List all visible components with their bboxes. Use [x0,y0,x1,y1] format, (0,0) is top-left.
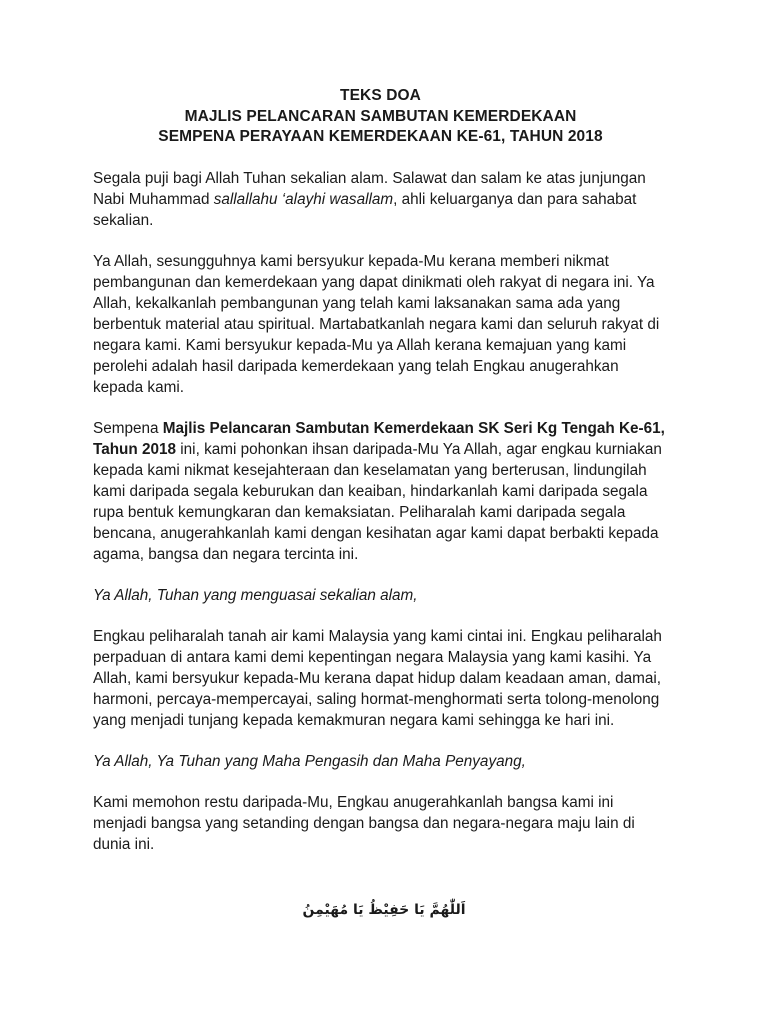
paragraph-occasion-text-b: ini, kami pohonkan ihsan daripada-Mu Ya Allah, agar engkau kurniakan kepada kami nikmat kesejahteraan dan keselamatan yang berterusan, lindungilah kami daripada segala keburukan dan keaiban, hindarkanlah kami daripada segala rupa bentuk kemungkaran dan kemaksiatan. Peliharalah kami daripada segala bencana, anugerahkanlah kami dengan kesihatan agar kami dapat berbakti kepada agama, bangsa dan negara tercinta ini. [93,440,662,563]
invocation-1: Ya Allah, Tuhan yang menguasai sekalian alam, [93,586,418,604]
document-title [93,86,668,148]
title-line-1: TEKS DOA [340,87,421,104]
paragraph-opening-salawat: sallallahu ‘alayhi wasallam [213,190,394,208]
paragraph-occasion-event-name: Majlis Pelancaran Sambutan Kemerdekaan SK Seri Kg Tengah Ke-61, Tahun 2018 [93,419,665,458]
document-body [93,168,668,855]
paragraph-opening-text-a: Segala puji bagi Allah Tuhan sekalian alam. Salawat dan salam ke atas junjungan Nabi Muhammad [93,169,646,208]
paragraph-occasion [93,418,668,565]
title-line-2: MAJLIS PELANCARAN SAMBUTAN KEMERDEKAAN [184,107,577,125]
paragraph-malaysia: Engkau peliharalah tanah air kami Malaysia yang kami cintai ini. Engkau peliharalah perpaduan di antara kami demi kepentingan negara Malaysia yang kami kasihi. Ya Allah, kami bersyukur kepada-Mu kerana dapat hidup dalam keadaan aman, damai, harmoni, percaya-mempercayai, saling hormat-menghormati serta tolong-menolong yang menjadi tunjang kepada kemakmuran negara kami sehingga ke hari ini. [93,627,662,729]
paragraph-opening [93,168,668,231]
arabic-verse: اَللّٰهُمَّ يَا حَفِيْظُ يَا مُهَيْمِنُ [302,902,466,918]
title-line-3: SEMPENA PERAYAAN KEMERDEKAAN KE-61, TAHUN 2018 [158,128,603,145]
paragraph-gratitude: Ya Allah, sesungguhnya kami bersyukur kepada-Mu kerana memberi nikmat pembangunan dan kemerdekaan yang dapat dinikmati oleh rakyat di negara ini. Ya Allah, kekalkanlah pembangunan yang telah kami laksanakan sama ada yang berbentuk material atau spiritual. Martabatkanlah negara kami dan seluruh rakyat di negara kami. Kami bersyukur kepada-Mu ya Allah kerana kemajuan yang kami perolehi adalah hasil daripada kemerdekaan yang telah Engkau anugerahkan kepada kami. [93,252,660,396]
paragraph-opening-text-b: , ahli keluarganya dan para sahabat sekalian. [93,190,637,229]
paragraph-request: Kami memohon restu daripada-Mu, Engkau anugerahkanlah bangsa kami ini menjadi bangsa yang setanding dengan bangsa dan negara-negara maju lain di dunia ini. [93,793,635,853]
invocation-2: Ya Allah, Ya Tuhan yang Maha Pengasih dan Maha Penyayang, [93,752,526,770]
paragraph-occasion-text-a: Sempena [93,419,163,437]
